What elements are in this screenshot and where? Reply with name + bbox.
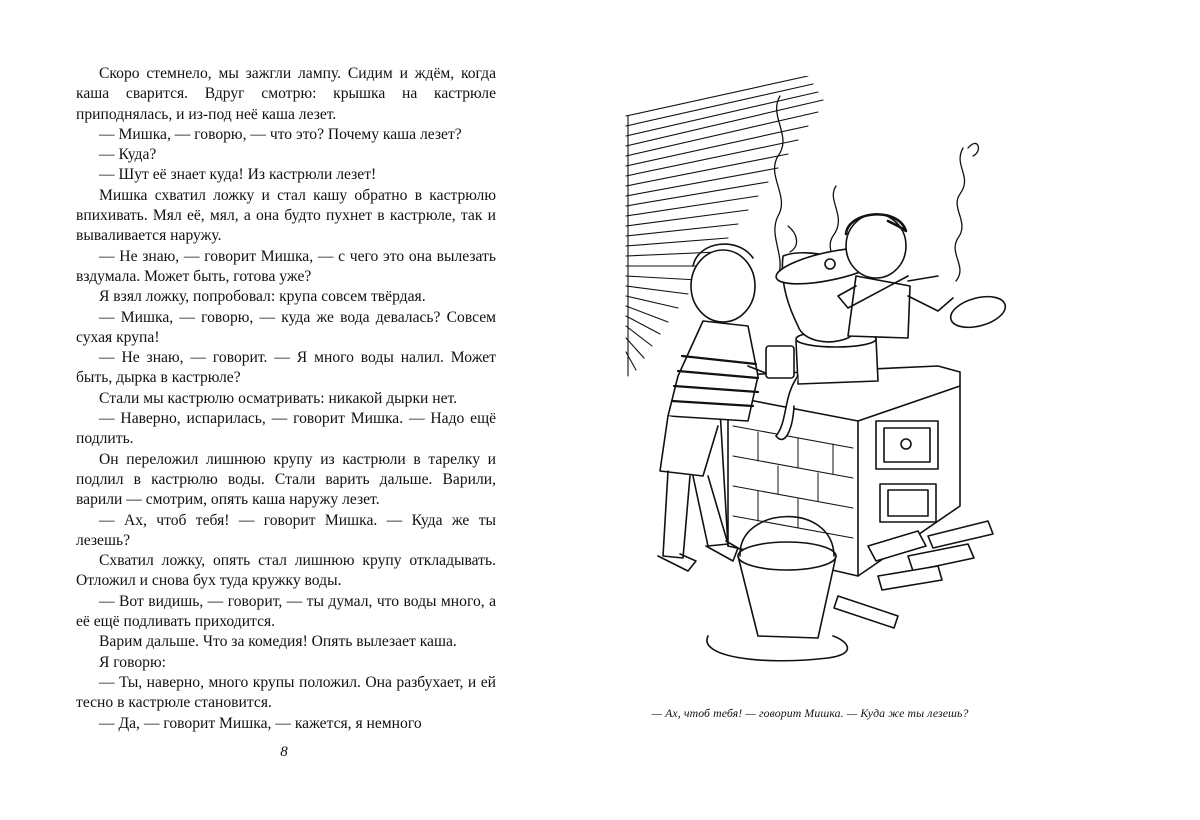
paragraph: — Вот видишь, — говорит, — ты думал, что воды много, а её ещё подливать приходится. [76,592,496,631]
paragraph: — Ты, наверно, много крупы положил. Она разбухает, и ей тесно в кастрюле становится. [76,673,496,712]
paragraph: Я взял ложку, попробовал: крупа совсем твёрдая. [99,288,426,306]
page-number: 8 [280,744,288,760]
paragraph: — Мишка, — говорю, — что это? Почему каша лезет? [99,125,462,143]
paragraph: Мишка схватил ложку и стал кашу обратно в кастрюлю впихивать. Мял её, мял, а она будто пухнет в кастрюле, так и вываливается наружу. [76,186,496,245]
paragraph: — Наверно, испарилась, — говорит Мишка. — Надо ещё подлить. [76,410,496,448]
paragraph: — Ах, чтоб тебя! — говорит Мишка. — Куда же ты лезешь? [76,511,496,549]
illustration [608,76,1028,676]
paragraph: Он переложил лишнюю крупу из кастрюли в тарелку и подлил в кастрюлю воды. Стали варить дальше. Варили, варили — смотрим, опять каша наружу лезет. [76,450,496,509]
paragraph: — Куда? [99,146,157,164]
paragraph: Скоро стемнело, мы зажгли лампу. Сидим и ждём, когда каша сварится. Вдруг смотрю: крышка на кастрюле приподнялась, и из-под неё каша лезет. [76,65,496,123]
boy-right [838,214,1009,338]
story-text [76,64,496,734]
paragraph: — Не знаю, — говорит. — Я много воды налил. Может быть, дырка в кастрюле? [76,349,496,387]
paragraph: — Да, — говорит Мишка, — кажется, я немного [99,714,422,732]
paragraph: Я говорю: [99,653,166,671]
illustration-caption: — Ах, чтоб тебя! — говорит Мишка. — Куда же ты лезешь? [651,706,969,720]
paragraph: — Мишка, — говорю, — куда же вода девалась? Совсем сухая крупа! [76,308,496,346]
paragraph: — Шут её знает куда! Из кастрюли лезет! [99,166,377,184]
paragraph: Схватил ложку, опять стал лишнюю крупу откладывать. Отложил и снова бух туда кружку воды. [76,552,496,590]
paragraph: Стали мы кастрюлю осматривать: никакой дырки нет. [99,389,458,407]
paragraph: Варим дальше. Что за комедия! Опять вылезает каша. [99,633,457,651]
paragraph: — Не знаю, — говорит Мишка, — с чего это она вылезать вздумала. Может быть, готова уже? [76,247,496,285]
